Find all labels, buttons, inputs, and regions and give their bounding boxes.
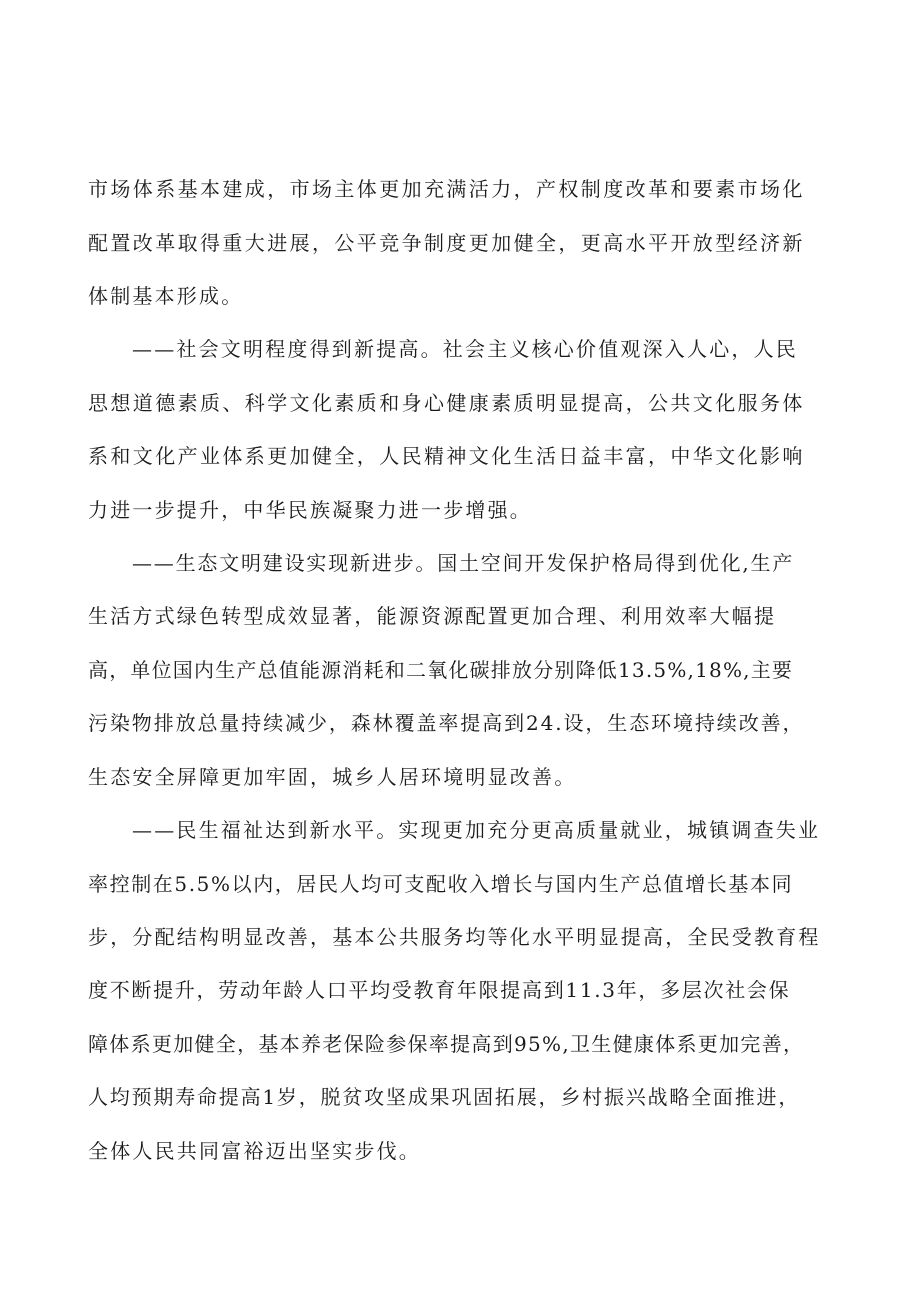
text-line-19: 全体人民共同富裕迈出坚实步伐。 — [88, 1139, 421, 1163]
section-heading-livelihood: ——民生福祉达到新水平。实现更加充分更高质量就业，城镇调查失业 — [132, 818, 821, 842]
text-line-14: 率控制在5.5%以内，居民人均可支配收入增长与国内生产总值增长基本同 — [88, 872, 794, 896]
text-line-2: 配置改革取得重大进展，公平竞争制度更加健全，更高水平开放型经济新 — [88, 231, 805, 255]
text-line-17: 障体系更加健全，基本养老保险参保率提高到95%,卫生健康体系更加完善， — [88, 1032, 805, 1056]
text-line-12: 生态安全屏障更加牢固，城乡人居环境明显改善。 — [88, 765, 577, 789]
text-line-3: 体制基本形成。 — [88, 284, 244, 308]
text-line-6: 系和文化产业体系更加健全，人民精神文化生活日益丰富，中华文化影响 — [88, 444, 805, 468]
text-line-16: 度不断提升，劳动年龄人口平均受教育年限提高到11.3年，多层次社会保 — [88, 978, 791, 1002]
text-line-9: 生活方式绿色转型成效显著，能源资源配置更加合理、利用效率大幅提 — [88, 604, 777, 628]
text-line-5: 思想道德素质、科学文化素质和身心健康素质明显提高，公共文化服务体 — [88, 391, 805, 415]
section-heading-ecological-civilization: ——生态文明建设实现新进步。国土空间开发保护格局得到优化,生产 — [132, 551, 795, 575]
text-line-7: 力进一步提升，中华民族凝聚力进一步增强。 — [88, 498, 532, 522]
section-heading-social-civilization: ——社会文明程度得到新提高。社会主义核心价值观深入人心，人民 — [132, 337, 798, 361]
text-line-1: 市场体系基本建成，市场主体更加充满活力，产权制度改革和要素市场化 — [88, 177, 805, 201]
text-line-11: 污染物排放总量持续减少，森林覆盖率提高到24.设，生态环境持续改善， — [88, 711, 805, 735]
text-line-15: 步，分配结构明显改善，基本公共服务均等化水平明显提高，全民受教育程 — [88, 925, 821, 949]
text-line-18: 人均预期寿命提高1岁，脱贫攻坚成果巩固拓展，乡村振兴战略全面推进， — [88, 1085, 801, 1109]
text-line-10: 高，单位国内生产总值能源消耗和二氧化碳排放分别降低13.5%,18%,主要 — [88, 658, 794, 682]
